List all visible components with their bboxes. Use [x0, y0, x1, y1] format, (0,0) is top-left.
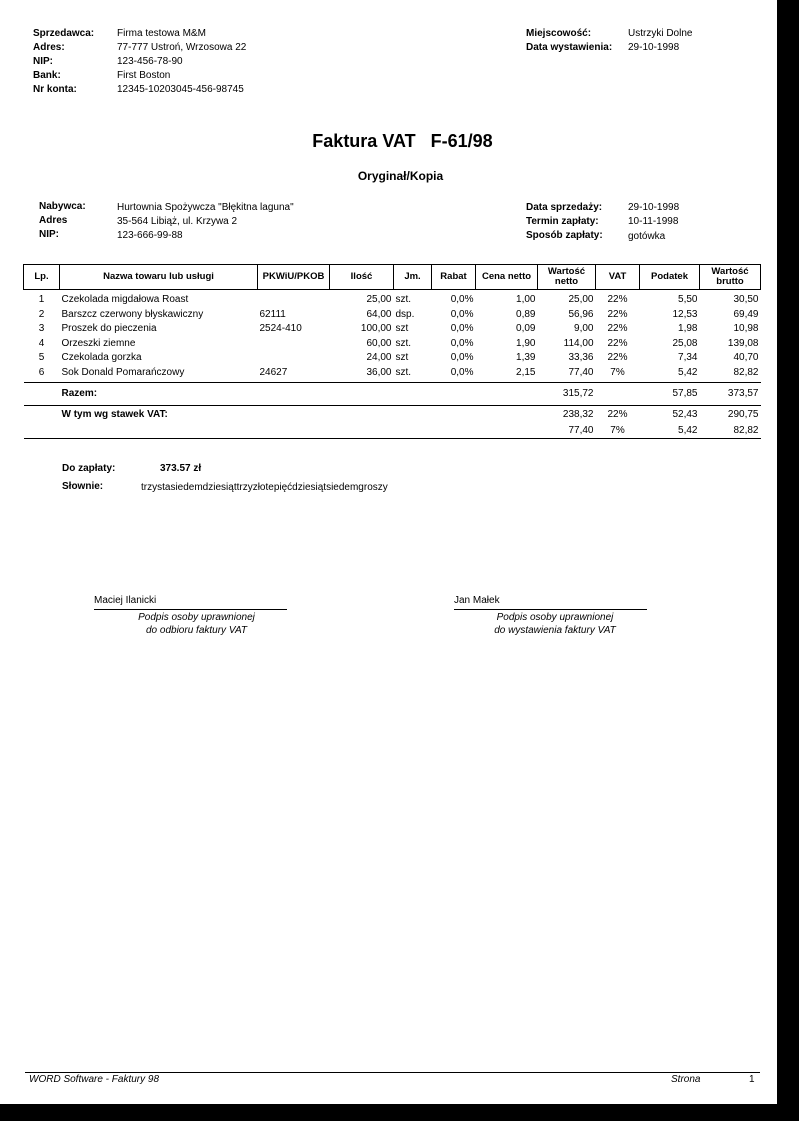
items-table: [23, 264, 761, 439]
row-pkwiu: 62111: [259, 308, 286, 320]
row-vat: 22%: [607, 323, 628, 334]
seller-account-label: Nr konta:: [33, 84, 77, 95]
row-name: Barszcz czerwony błyskawiczny: [61, 308, 204, 320]
issuer-caption: Podpis osoby uprawnionej: [496, 612, 614, 623]
row-unit: szt: [395, 323, 409, 334]
row-name: Czekolada gorzka: [61, 352, 142, 363]
vat-summary-row: [24, 406, 761, 425]
footer-page-label: Strona: [671, 1074, 701, 1085]
col-header-pkwiu: PKWiU/PKOB: [258, 265, 330, 290]
row-qty: 25,00: [366, 294, 392, 305]
row-name: Orzeszki ziemne: [61, 337, 136, 349]
invoice-subtitle: Oryginał/Kopia: [357, 169, 444, 183]
vat-row-gross: 82,82: [700, 424, 761, 439]
row-discount: 0,0%: [450, 366, 474, 378]
table-row: [24, 322, 761, 337]
col-header-qty: Ilość: [330, 265, 394, 290]
row-name: Czekolada migdałowa Roast: [61, 294, 189, 305]
row-vat: 22%: [607, 352, 628, 363]
row-net-value: 77,40: [568, 366, 594, 378]
row-discount: 0,0%: [450, 337, 474, 349]
col-header-name: Nazwa towaru lub usługi: [60, 265, 258, 290]
row-lp: 1: [38, 294, 45, 305]
row-unit: dsp.: [395, 308, 415, 320]
row-gross: 10,98: [733, 323, 759, 334]
col-header-tax: Podatek: [640, 265, 700, 290]
sale-date-label: Data sprzedaży:: [526, 202, 603, 213]
row-net-price: 1,39: [516, 352, 536, 363]
row-unit: szt.: [395, 337, 412, 349]
row-net-value: 33,36: [568, 352, 594, 363]
row-vat: 22%: [607, 308, 628, 320]
vat-row-netto: 77,40: [538, 424, 596, 439]
row-net-price: 2,15: [516, 366, 536, 378]
row-discount: 0,0%: [450, 352, 474, 363]
row-net-value: 56,96: [568, 308, 594, 320]
amount-due-label: Do zapłaty:: [62, 463, 116, 474]
row-net-value: 114,00: [563, 337, 594, 349]
row-tax: 5,42: [678, 366, 698, 378]
seller-bank-label: Bank:: [33, 70, 61, 81]
row-tax: 25,08: [672, 337, 698, 349]
row-pkwiu: 24627: [259, 366, 288, 378]
payment-method-value: gotówka: [628, 231, 666, 242]
row-tax: 5,50: [678, 294, 698, 305]
row-tax: 1,98: [678, 323, 698, 334]
signature-line: [454, 609, 647, 610]
col-header-unit: Jm.: [394, 265, 432, 290]
row-lp: 3: [38, 323, 45, 334]
row-unit: szt.: [395, 294, 412, 305]
col-header-net-price: Cena netto: [476, 265, 538, 290]
total-gross: 373,57: [700, 383, 761, 406]
amount-words-value: trzystasiedemdziesiąttrzyzłotepięćdziesiątsiedemgroszy: [141, 482, 388, 493]
row-discount: 0,0%: [450, 323, 474, 334]
buyer-nip-label: NIP:: [39, 229, 59, 240]
row-pkwiu: [258, 351, 330, 366]
seller-account: 12345-10203045-456-98745: [117, 84, 244, 95]
col-header-lp: Lp.: [24, 265, 60, 290]
table-row: [24, 351, 761, 366]
seller-name: Firma testowa M&M: [117, 28, 206, 39]
place-value: Ustrzyki Dolne: [628, 28, 693, 39]
seller-address: 77-777 Ustroń, Wrzosowa 22: [117, 42, 247, 53]
vat-row-rate: 22%: [607, 409, 628, 420]
row-lp: 6: [38, 366, 45, 378]
buyer-label: Nabywca:: [39, 201, 86, 212]
row-unit: szt.: [395, 366, 412, 378]
row-discount: 0,0%: [450, 308, 474, 320]
row-gross: 139,08: [727, 337, 759, 349]
buyer-address-label: Adres: [39, 215, 68, 226]
invoice-title: Faktura VAT F-61/98: [312, 131, 493, 151]
vat-row-netto: 238,32: [562, 409, 594, 420]
row-gross: 30,50: [733, 294, 759, 305]
row-unit: szt: [395, 352, 409, 363]
receiver-caption: Podpis osoby uprawnionej: [138, 612, 255, 623]
total-tax: 57,85: [640, 383, 700, 406]
payment-due-label: Termin zapłaty:: [526, 216, 599, 227]
row-lp: 5: [38, 352, 45, 363]
seller-nip-label: NIP:: [33, 56, 53, 67]
buyer-nip: 123-666-99-88: [117, 230, 183, 241]
row-qty: 64,00: [366, 308, 392, 320]
row-pkwiu: [258, 290, 330, 308]
payment-due-value: 10-11-1998: [628, 216, 679, 227]
receiver-caption-2: do odbioru faktury VAT: [146, 625, 247, 636]
row-qty: 100,00: [360, 323, 392, 334]
row-qty: 36,00: [366, 366, 392, 378]
total-netto: 315,72: [538, 383, 596, 406]
table-row: [24, 337, 761, 352]
row-net-price: 0,89: [516, 308, 536, 320]
seller-address-label: Adres:: [33, 42, 65, 53]
footer-page-number: 1: [749, 1074, 755, 1085]
row-tax: 12,53: [672, 308, 698, 320]
footer-divider: [25, 1072, 760, 1073]
row-qty: 60,00: [366, 337, 392, 349]
col-header-vat: VAT: [596, 265, 640, 290]
issuer-caption-2: do wystawienia faktury VAT: [494, 625, 616, 636]
row-gross: 82,82: [733, 366, 759, 378]
vat-summary-label: W tym wg stawek VAT:: [61, 409, 168, 420]
row-pkwiu: 2524-410: [259, 323, 302, 334]
row-net-price: 0,09: [516, 323, 536, 334]
vat-row-tax: 52,43: [672, 409, 698, 420]
signature-line: [94, 609, 287, 610]
row-lp: 2: [38, 308, 45, 320]
col-header-discount: Rabat: [432, 265, 476, 290]
issue-date-value: 29-10-1998: [628, 42, 680, 53]
seller-label: Sprzedawca:: [33, 28, 95, 39]
row-lp: 4: [38, 337, 45, 349]
row-pkwiu: [258, 337, 330, 352]
total-label: Razem:: [60, 383, 258, 406]
seller-bank: First Boston: [117, 70, 171, 81]
table-row: [24, 308, 761, 323]
vat-row-rate: 7%: [596, 424, 640, 439]
sale-date-value: 29-10-1998: [628, 202, 680, 213]
buyer-address: 35-564 Libiąż, ul. Krzywa 2: [117, 216, 238, 227]
total-row: [24, 383, 761, 406]
footer-software: WORD Software - Faktury 98: [29, 1074, 160, 1085]
payment-method-label: Sposób zapłaty:: [526, 230, 603, 241]
col-header-net-value: Wartość netto: [538, 265, 596, 290]
row-gross: 69,49: [733, 308, 759, 320]
place-label: Miejscowość:: [526, 28, 592, 39]
table-row: [24, 366, 761, 381]
seller-nip: 123-456-78-90: [117, 56, 183, 67]
receiver-name: Maciej Ilanicki: [94, 595, 157, 606]
table-header-row: [24, 265, 761, 290]
issuer-name: Jan Małek: [454, 595, 500, 606]
col-header-gross: Wartość brutto: [700, 265, 761, 290]
row-net-value: 9,00: [574, 323, 594, 334]
row-name: Sok Donald Pomarańczowy: [61, 366, 185, 378]
row-gross: 40,70: [733, 352, 759, 363]
row-discount: 0,0%: [450, 294, 474, 305]
row-vat: 22%: [607, 294, 628, 305]
row-name: Proszek do pieczenia: [61, 323, 157, 334]
row-tax: 7,34: [678, 352, 698, 363]
issue-date-label: Data wystawienia:: [526, 42, 613, 53]
row-net-price: 1,90: [516, 337, 536, 349]
row-net-price: 1,00: [516, 294, 536, 305]
row-vat: 7%: [610, 366, 625, 378]
row-net-value: 25,00: [568, 294, 594, 305]
vat-row-tax: 5,42: [640, 424, 700, 439]
amount-due-value: 373.57 zł: [160, 463, 202, 474]
vat-summary-row: [24, 424, 761, 439]
amount-words-label: Słownie:: [62, 481, 104, 492]
vat-row-gross: 290,75: [727, 409, 759, 420]
table-row: [24, 290, 761, 308]
buyer-name: Hurtownia Spożywcza "Błękitna laguna": [117, 202, 294, 213]
row-qty: 24,00: [366, 352, 392, 363]
row-vat: 22%: [607, 337, 628, 349]
